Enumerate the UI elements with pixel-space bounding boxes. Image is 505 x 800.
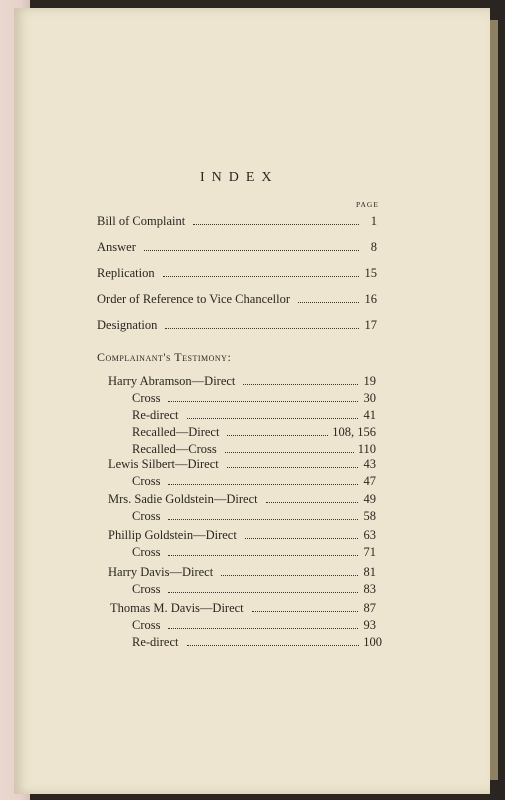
page-column-header: PAGE — [356, 200, 379, 209]
index-entry — [132, 423, 376, 439]
index-entry — [97, 238, 377, 254]
entry-page: 58 — [363, 509, 376, 523]
entry-page: 49 — [363, 492, 376, 506]
dot-leader — [221, 575, 358, 576]
dot-leader — [193, 224, 359, 225]
index-entry — [132, 472, 376, 488]
entry-page: 16 — [364, 292, 377, 306]
dot-leader — [227, 435, 328, 436]
index-entry — [97, 264, 377, 280]
index-entry — [132, 543, 376, 559]
index-entry — [108, 490, 376, 506]
entry-page: 110 — [357, 442, 376, 456]
entry-page: 41 — [363, 408, 376, 422]
entry-label: Harry Davis—Direct — [108, 565, 214, 579]
entry-label: Answer — [97, 240, 136, 254]
index-entry — [97, 316, 377, 332]
entry-label: Bill of Complaint — [97, 214, 186, 228]
entry-label: Cross — [132, 545, 161, 559]
entry-page: 15 — [364, 266, 377, 280]
index-entry — [108, 455, 376, 471]
dot-leader — [187, 418, 358, 419]
entry-page: 71 — [363, 545, 376, 559]
entry-page: 19 — [363, 374, 376, 388]
entry-label: Re-direct — [132, 635, 179, 649]
entry-page: 30 — [363, 391, 376, 405]
entry-page: 87 — [363, 601, 376, 615]
index-entry — [108, 526, 376, 542]
entry-label: Cross — [132, 391, 161, 405]
section-heading: Complainant's Testimony: — [97, 350, 232, 364]
dot-leader — [252, 611, 358, 612]
index-entry — [108, 563, 376, 579]
dot-leader — [245, 538, 358, 539]
entry-label: Lewis Silbert—Direct — [108, 457, 219, 471]
entry-page: 81 — [363, 565, 376, 579]
index-entry — [108, 372, 376, 388]
entry-label: Harry Abramson—Direct — [108, 374, 236, 388]
index-entry — [97, 290, 377, 306]
entry-label: Re-direct — [132, 408, 179, 422]
entry-page: 17 — [364, 318, 377, 332]
dot-leader — [168, 555, 358, 556]
index-entry — [132, 616, 376, 632]
dot-leader — [187, 645, 360, 646]
index-entry — [132, 507, 376, 523]
entry-label: Cross — [132, 509, 161, 523]
entry-page: 108, 156 — [332, 425, 376, 439]
entry-label: Cross — [132, 582, 161, 596]
entry-page: 93 — [363, 618, 376, 632]
entry-label: Phillip Goldstein—Direct — [108, 528, 237, 542]
dot-leader — [227, 467, 358, 468]
index-entry — [132, 440, 376, 456]
index-entry — [132, 580, 376, 596]
index-entry — [132, 633, 382, 649]
dot-leader — [225, 452, 354, 453]
index-entry — [97, 212, 377, 228]
entry-label: Designation — [97, 318, 158, 332]
dot-leader — [168, 484, 358, 485]
entry-page: 47 — [363, 474, 376, 488]
index-entry — [110, 599, 376, 615]
entry-label: Cross — [132, 618, 161, 632]
dot-leader — [243, 384, 358, 385]
index-entry — [132, 389, 376, 405]
dot-leader — [168, 401, 358, 402]
dot-leader — [165, 328, 359, 329]
entry-label: Recalled—Direct — [132, 425, 220, 439]
index-title: INDEX — [200, 170, 279, 185]
entry-label: Recalled—Cross — [132, 442, 217, 456]
entry-label: Mrs. Sadie Goldstein—Direct — [108, 492, 258, 506]
entry-label: Order of Reference to Vice Chancellor — [97, 292, 291, 306]
index-entry — [132, 406, 376, 422]
entry-page: 100 — [363, 635, 382, 649]
dot-leader — [168, 592, 358, 593]
entry-page: 63 — [363, 528, 376, 542]
dot-leader — [298, 302, 359, 303]
entry-label: Replication — [97, 266, 155, 280]
dot-leader — [168, 519, 358, 520]
entry-label: Thomas M. Davis—Direct — [110, 601, 244, 615]
entry-page: 83 — [363, 582, 376, 596]
entry-page: 43 — [363, 457, 376, 471]
dot-leader — [163, 276, 359, 277]
entry-page: 1 — [370, 214, 377, 228]
dot-leader — [144, 250, 359, 251]
dot-leader — [266, 502, 358, 503]
entry-label: Cross — [132, 474, 161, 488]
entry-page: 8 — [370, 240, 377, 254]
dot-leader — [168, 628, 358, 629]
